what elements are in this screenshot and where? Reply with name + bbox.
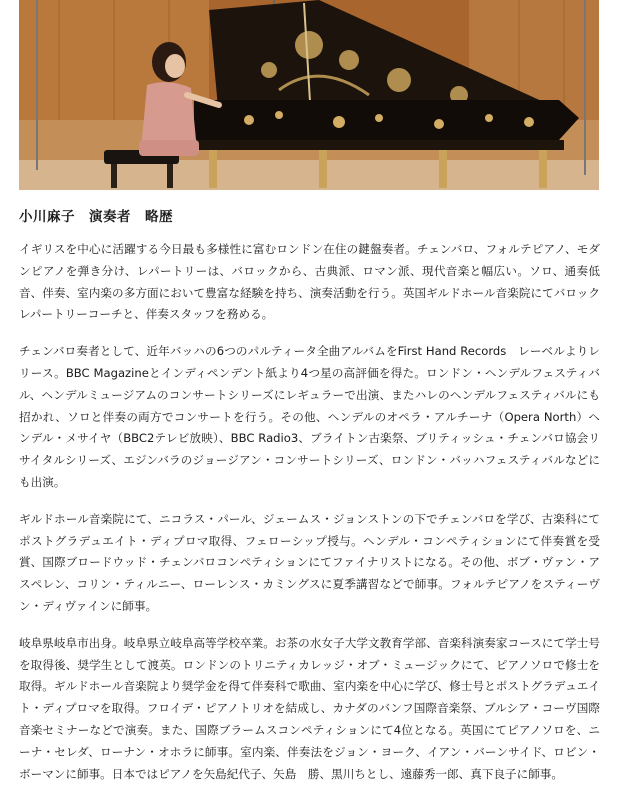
header-photo <box>19 0 599 190</box>
harpsichord-performance-image <box>19 0 599 190</box>
biography-paragraph-3: ギルドホール音楽院にて、ニコラス・パール、ジェームス・ジョンストンの下でチェンバロを学び、古楽科にてポストグラデュエイト・ディプロマ取得、フェローシップ授与。ヘンデル・コンペティションにて伴奏賞を受賞、国際ブロードウッド・チェンバロコンペティションにてファイナリストになる。その他、ボブ・ヴァン・アスペレン、コリン・ティルニー、ローレンス・カミングスに夏季講習などで師事。フォルテピアノをスティーヴン・ディヴァインに師事。 <box>19 511 600 613</box>
biography-paragraph-4: 岐阜県岐阜市出身。岐阜県立岐阜高等学校卒業。お茶の水女子大学文教育学部、音楽科演奏家コースにて学士号を取得後、奨学生として渡英。ロンドンのトリニティカレッジ・オブ・ミュージックにて、ピアノソロで修士を取得。ギルドホール音楽院より奨学金を得て伴奏科で歌曲、室内楽を中心に学び、修士号とポストグラデュエイト・ディプロマを取得。フロイデ・ピアノトリオを結成し、カナダのバンフ国際音楽祭、ブルシア・コーヴ国際音楽セミナーなどで演奏。また、国際ブラームスコンペティションにて4位となる。英国にてピアノソロを、ニーナ・セレダ、ローナン・オホラに師事。室内楽、伴奏法をジョン・ヨーク、イアン・バーンサイド、ロビン・ボーマンに師事。日本ではピアノを矢島紀代子、矢島 勝、黒川ちとし、遠藤秀一郎、真下良子に師事。 <box>19 635 600 781</box>
page-title: 小川麻子 演奏者 略歴 <box>19 209 173 225</box>
biography-paragraph-1: イギリスを中心に活躍する今日最も多様性に富むロンドン在住の鍵盤奏者。チェンバロ、フォルテピアノ、モダンピアノを弾き分け、レパートリーは、バロックから、古典派、ロマン派、現代音楽と幅広い。ソロ、通奏低音、伴奏、室内楽の多方面において豊富な経験を持ち、演奏活動を行う。英国ギルドホール音楽院にてバロックレパートリーコーチと、伴奏スタッフを務める。 <box>19 242 600 322</box>
biography-paragraph-2: チェンバロ奏者として、近年バッハの6つのパルティータ全曲アルバムをFirst Hand Records レーベルよりレリース。BBC Magazineとインディペンデント紙より4つ星の高評価を得た。ロンドン・ヘンデルフェスティバル、ヘンデルミュージアムのコンサートシリーズにレギュラーで出演、またハレのヘンデルフェスティバルにも招かれ、ソロと伴奏の両方でコンサートを行う。その他、ヘンデルのオペラ・アルチーナ（Opera North）ヘンデル・メサイヤ（BBC2テレビ放映）、BBC Radio3、ブライトン古楽祭、ブリティッシュ・チェンバロ協会リサイタルシリーズ、エジンバラのジョージアン・コンサートシリーズ、ロンドン・バッハフェスティバルなどにも出演。 <box>19 344 600 489</box>
